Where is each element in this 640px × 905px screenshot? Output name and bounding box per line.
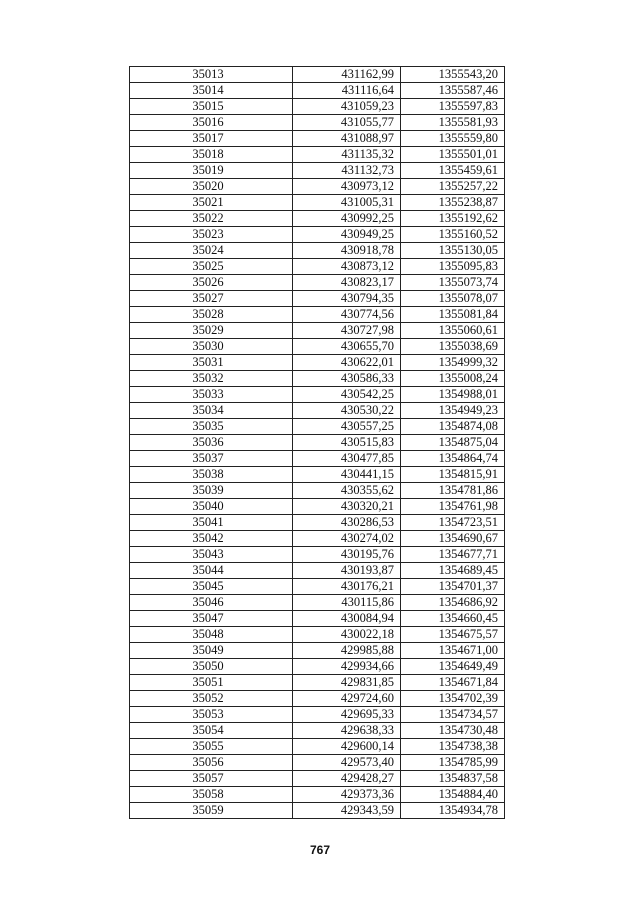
x-coordinate-cell: 430774,56 [293,307,401,323]
point-id-cell: 35059 [130,803,293,819]
x-coordinate-cell: 430794,35 [293,291,401,307]
y-coordinate-cell: 1355008,24 [401,371,505,387]
table-row [130,195,505,211]
table-row [130,595,505,611]
x-coordinate-cell: 429695,33 [293,707,401,723]
x-coordinate-cell: 430355,62 [293,483,401,499]
x-coordinate-cell: 430918,78 [293,243,401,259]
y-coordinate-cell: 1354999,32 [401,355,505,371]
y-coordinate-cell: 1355130,05 [401,243,505,259]
table-row [130,419,505,435]
table-row [130,771,505,787]
point-id-cell: 35021 [130,195,293,211]
x-coordinate-cell: 430274,02 [293,531,401,547]
x-coordinate-cell: 429985,88 [293,643,401,659]
table-row [130,803,505,819]
point-id-cell: 35013 [130,67,293,83]
point-id-cell: 35055 [130,739,293,755]
table-row [130,435,505,451]
table-row [130,339,505,355]
table-row [130,291,505,307]
table-row [130,515,505,531]
table-row [130,707,505,723]
table-row [130,355,505,371]
table-row [130,99,505,115]
y-coordinate-cell: 1355073,74 [401,275,505,291]
point-id-cell: 35018 [130,147,293,163]
table-row [130,227,505,243]
x-coordinate-cell: 430586,33 [293,371,401,387]
x-coordinate-cell: 430530,22 [293,403,401,419]
point-id-cell: 35046 [130,595,293,611]
coordinates-table-body [130,67,505,819]
point-id-cell: 35036 [130,435,293,451]
y-coordinate-cell: 1355238,87 [401,195,505,211]
y-coordinate-cell: 1355587,46 [401,83,505,99]
x-coordinate-cell: 429934,66 [293,659,401,675]
y-coordinate-cell: 1354730,48 [401,723,505,739]
point-id-cell: 35042 [130,531,293,547]
table-row [130,755,505,771]
x-coordinate-cell: 430320,21 [293,499,401,515]
y-coordinate-cell: 1354660,45 [401,611,505,627]
point-id-cell: 35041 [130,515,293,531]
y-coordinate-cell: 1355597,83 [401,99,505,115]
point-id-cell: 35032 [130,371,293,387]
table-row [130,179,505,195]
point-id-cell: 35035 [130,419,293,435]
x-coordinate-cell: 430195,76 [293,547,401,563]
point-id-cell: 35039 [130,483,293,499]
table-row [130,579,505,595]
y-coordinate-cell: 1355459,61 [401,163,505,179]
point-id-cell: 35027 [130,291,293,307]
y-coordinate-cell: 1354671,00 [401,643,505,659]
point-id-cell: 35050 [130,659,293,675]
x-coordinate-cell: 429343,59 [293,803,401,819]
y-coordinate-cell: 1354815,91 [401,467,505,483]
table-row [130,499,505,515]
table-row [130,147,505,163]
y-coordinate-cell: 1354675,57 [401,627,505,643]
x-coordinate-cell: 430542,25 [293,387,401,403]
y-coordinate-cell: 1354949,23 [401,403,505,419]
point-id-cell: 35054 [130,723,293,739]
table-row [130,659,505,675]
coordinates-table [129,66,505,819]
point-id-cell: 35017 [130,131,293,147]
y-coordinate-cell: 1354671,84 [401,675,505,691]
y-coordinate-cell: 1354837,58 [401,771,505,787]
y-coordinate-cell: 1354988,01 [401,387,505,403]
table-row [130,131,505,147]
x-coordinate-cell: 431088,97 [293,131,401,147]
table-row [130,323,505,339]
x-coordinate-cell: 429573,40 [293,755,401,771]
y-coordinate-cell: 1355060,61 [401,323,505,339]
table-row [130,691,505,707]
point-id-cell: 35043 [130,547,293,563]
x-coordinate-cell: 431055,77 [293,115,401,131]
table-row [130,547,505,563]
x-coordinate-cell: 430727,98 [293,323,401,339]
x-coordinate-cell: 430441,15 [293,467,401,483]
y-coordinate-cell: 1354934,78 [401,803,505,819]
x-coordinate-cell: 431059,23 [293,99,401,115]
x-coordinate-cell: 430193,87 [293,563,401,579]
x-coordinate-cell: 430992,25 [293,211,401,227]
y-coordinate-cell: 1354723,51 [401,515,505,531]
y-coordinate-cell: 1355257,22 [401,179,505,195]
y-coordinate-cell: 1354677,71 [401,547,505,563]
point-id-cell: 35022 [130,211,293,227]
y-coordinate-cell: 1355501,01 [401,147,505,163]
x-coordinate-cell: 430286,53 [293,515,401,531]
table-row [130,643,505,659]
point-id-cell: 35048 [130,627,293,643]
x-coordinate-cell: 430873,12 [293,259,401,275]
x-coordinate-cell: 431135,32 [293,147,401,163]
x-coordinate-cell: 430973,12 [293,179,401,195]
page-number: 767 [309,843,331,857]
point-id-cell: 35023 [130,227,293,243]
y-coordinate-cell: 1355038,69 [401,339,505,355]
point-id-cell: 35051 [130,675,293,691]
point-id-cell: 35047 [130,611,293,627]
point-id-cell: 35030 [130,339,293,355]
point-id-cell: 35034 [130,403,293,419]
point-id-cell: 35019 [130,163,293,179]
point-id-cell: 35049 [130,643,293,659]
y-coordinate-cell: 1355543,20 [401,67,505,83]
y-coordinate-cell: 1354689,45 [401,563,505,579]
table-row [130,531,505,547]
point-id-cell: 35024 [130,243,293,259]
y-coordinate-cell: 1354761,98 [401,499,505,515]
x-coordinate-cell: 430823,17 [293,275,401,291]
x-coordinate-cell: 429373,36 [293,787,401,803]
y-coordinate-cell: 1355095,83 [401,259,505,275]
point-id-cell: 35057 [130,771,293,787]
y-coordinate-cell: 1354690,67 [401,531,505,547]
y-coordinate-cell: 1355078,07 [401,291,505,307]
point-id-cell: 35031 [130,355,293,371]
point-id-cell: 35052 [130,691,293,707]
y-coordinate-cell: 1354649,49 [401,659,505,675]
y-coordinate-cell: 1355160,52 [401,227,505,243]
table-row [130,243,505,259]
point-id-cell: 35028 [130,307,293,323]
y-coordinate-cell: 1355192,62 [401,211,505,227]
table-row [130,163,505,179]
point-id-cell: 35056 [130,755,293,771]
point-id-cell: 35025 [130,259,293,275]
table-row [130,67,505,83]
table-row [130,307,505,323]
x-coordinate-cell: 430655,70 [293,339,401,355]
x-coordinate-cell: 430949,25 [293,227,401,243]
point-id-cell: 35058 [130,787,293,803]
table-row [130,563,505,579]
x-coordinate-cell: 429600,14 [293,739,401,755]
table-row [130,371,505,387]
y-coordinate-cell: 1354785,99 [401,755,505,771]
y-coordinate-cell: 1355581,93 [401,115,505,131]
point-id-cell: 35015 [130,99,293,115]
x-coordinate-cell: 430176,21 [293,579,401,595]
x-coordinate-cell: 429428,27 [293,771,401,787]
table-row [130,275,505,291]
y-coordinate-cell: 1354884,40 [401,787,505,803]
point-id-cell: 35044 [130,563,293,579]
table-row [130,627,505,643]
point-id-cell: 35033 [130,387,293,403]
table-row [130,787,505,803]
point-id-cell: 35038 [130,467,293,483]
table-row [130,611,505,627]
y-coordinate-cell: 1355081,84 [401,307,505,323]
x-coordinate-cell: 429638,33 [293,723,401,739]
table-row [130,467,505,483]
x-coordinate-cell: 431116,64 [293,83,401,99]
table-row [130,259,505,275]
y-coordinate-cell: 1354734,57 [401,707,505,723]
y-coordinate-cell: 1354738,38 [401,739,505,755]
x-coordinate-cell: 431005,31 [293,195,401,211]
point-id-cell: 35029 [130,323,293,339]
point-id-cell: 35014 [130,83,293,99]
point-id-cell: 35026 [130,275,293,291]
x-coordinate-cell: 430477,85 [293,451,401,467]
x-coordinate-cell: 430084,94 [293,611,401,627]
table-row [130,387,505,403]
x-coordinate-cell: 430622,01 [293,355,401,371]
x-coordinate-cell: 430557,25 [293,419,401,435]
point-id-cell: 35016 [130,115,293,131]
table-row [130,115,505,131]
table-row [130,83,505,99]
x-coordinate-cell: 430022,18 [293,627,401,643]
point-id-cell: 35037 [130,451,293,467]
point-id-cell: 35045 [130,579,293,595]
y-coordinate-cell: 1354875,04 [401,435,505,451]
y-coordinate-cell: 1354702,39 [401,691,505,707]
y-coordinate-cell: 1354874,08 [401,419,505,435]
x-coordinate-cell: 431162,99 [293,67,401,83]
table-row [130,211,505,227]
y-coordinate-cell: 1354701,37 [401,579,505,595]
table-row [130,451,505,467]
point-id-cell: 35053 [130,707,293,723]
x-coordinate-cell: 429831,85 [293,675,401,691]
y-coordinate-cell: 1354686,92 [401,595,505,611]
y-coordinate-cell: 1355559,80 [401,131,505,147]
x-coordinate-cell: 429724,60 [293,691,401,707]
table-row [130,403,505,419]
table-row [130,739,505,755]
table-row [130,675,505,691]
point-id-cell: 35040 [130,499,293,515]
table-row [130,723,505,739]
x-coordinate-cell: 431132,73 [293,163,401,179]
x-coordinate-cell: 430515,83 [293,435,401,451]
y-coordinate-cell: 1354781,86 [401,483,505,499]
y-coordinate-cell: 1354864,74 [401,451,505,467]
point-id-cell: 35020 [130,179,293,195]
table-row [130,483,505,499]
x-coordinate-cell: 430115,86 [293,595,401,611]
